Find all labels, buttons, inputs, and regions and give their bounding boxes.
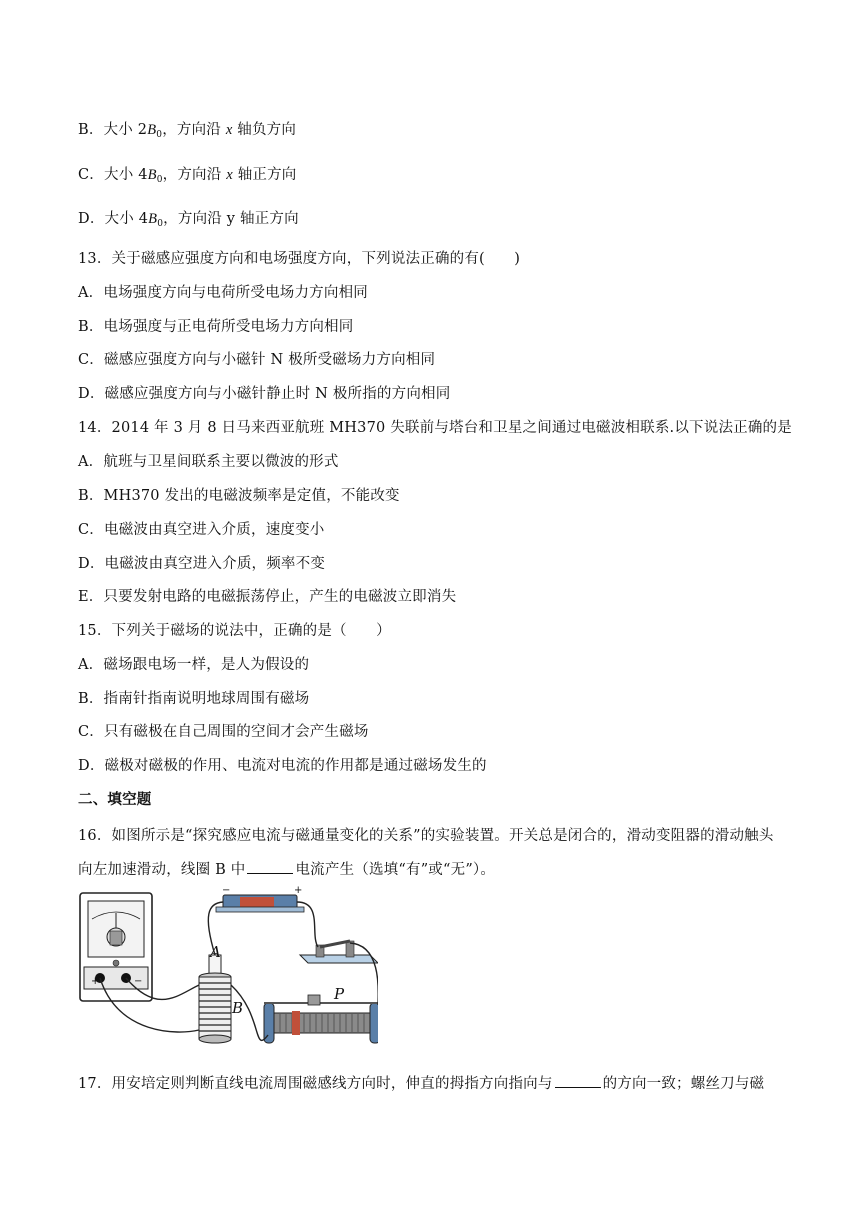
galvanometer-minus-label: − xyxy=(134,976,143,987)
q13-option-c: C．磁感应强度方向与小磁针 N 极所受磁场力方向相同 xyxy=(78,352,436,368)
q14-stem: 14．2014 年 3 月 8 日马来西亚航班 MH370 失联前与塔台和卫星之间通过电磁波相联系.以下说法正确的是 xyxy=(78,420,792,436)
coil-a-label: A xyxy=(210,943,221,961)
q12-option-d: D．大小 $4B_0$，方向沿 y 轴正方向 xyxy=(78,211,299,229)
q14-option-d: D．电磁波由真空进入介质，频率不变 xyxy=(78,556,326,572)
coil-b-label: B xyxy=(232,999,244,1017)
q13-stem: 13．关于磁感应强度方向和电场强度方向，下列说法正确的有( ) xyxy=(78,251,521,267)
battery-minus-label: − xyxy=(222,885,231,896)
q13-option-b: B．电场强度与正电荷所受电场力方向相同 xyxy=(78,319,354,335)
answer-blank xyxy=(247,861,293,874)
q16-stem-line2: 向左加速滑动，线圈 B 中 电流产生（选填“有”或“无”）。 xyxy=(78,862,496,878)
battery xyxy=(216,895,304,912)
q15-option-b: B．指南针指南说明地球周围有磁场 xyxy=(78,691,310,707)
q17-stem: 17．用安培定则判断直线电流周围磁感线方向时，伸直的拇指方向指向与 的方向一致；螺丝刀与磁 xyxy=(78,1076,765,1092)
q15-option-c: C．只有磁极在自己周围的空间才会产生磁场 xyxy=(78,724,369,740)
q13-option-a: A．电场强度方向与电荷所受电场力方向相同 xyxy=(78,285,368,301)
q15-option-d: D．磁极对磁极的作用、电流对电流的作用都是通过磁场发生的 xyxy=(78,758,487,774)
experiment-figure xyxy=(78,885,378,1055)
q15-stem: 15．下列关于磁场的说法中，正确的是（ ） xyxy=(78,623,391,639)
q14-option-b: B．MH370 发出的电磁波频率是定值，不能改变 xyxy=(78,488,400,504)
q12-option-c: C．大小 $4B_0$，方向沿 x 轴正方向 xyxy=(78,167,297,185)
q15-option-a: A．磁场跟电场一样，是人为假设的 xyxy=(78,657,310,673)
slider-p-label: P xyxy=(334,985,345,1003)
battery-plus-label: + xyxy=(294,885,303,896)
q14-option-c: C．电磁波由真空进入介质，速度变小 xyxy=(78,522,325,538)
q14-option-e: E．只要发射电路的电磁振荡停止，产生的电磁波立即消失 xyxy=(78,589,457,605)
coils-a-b xyxy=(199,955,231,1043)
q16-stem-line1: 16．如图所示是“探究感应电流与磁通量变化的关系”的实验装置。开关总是闭合的，滑动变阻器的滑动触头 xyxy=(78,828,774,844)
rheostat xyxy=(264,995,378,1043)
galvanometer-plus-label: + xyxy=(91,976,100,987)
answer-blank xyxy=(555,1075,601,1088)
q12-option-b: B．大小 $2B_0$，方向沿 x 轴负方向 xyxy=(78,122,297,140)
q13-option-d: D．磁感应强度方向与小磁针静止时 N 极所指的方向相同 xyxy=(78,386,451,402)
switch xyxy=(300,941,378,963)
q14-option-a: A．航班与卫星间联系主要以微波的形式 xyxy=(78,454,339,470)
section-heading: 二、填空题 xyxy=(78,791,152,808)
